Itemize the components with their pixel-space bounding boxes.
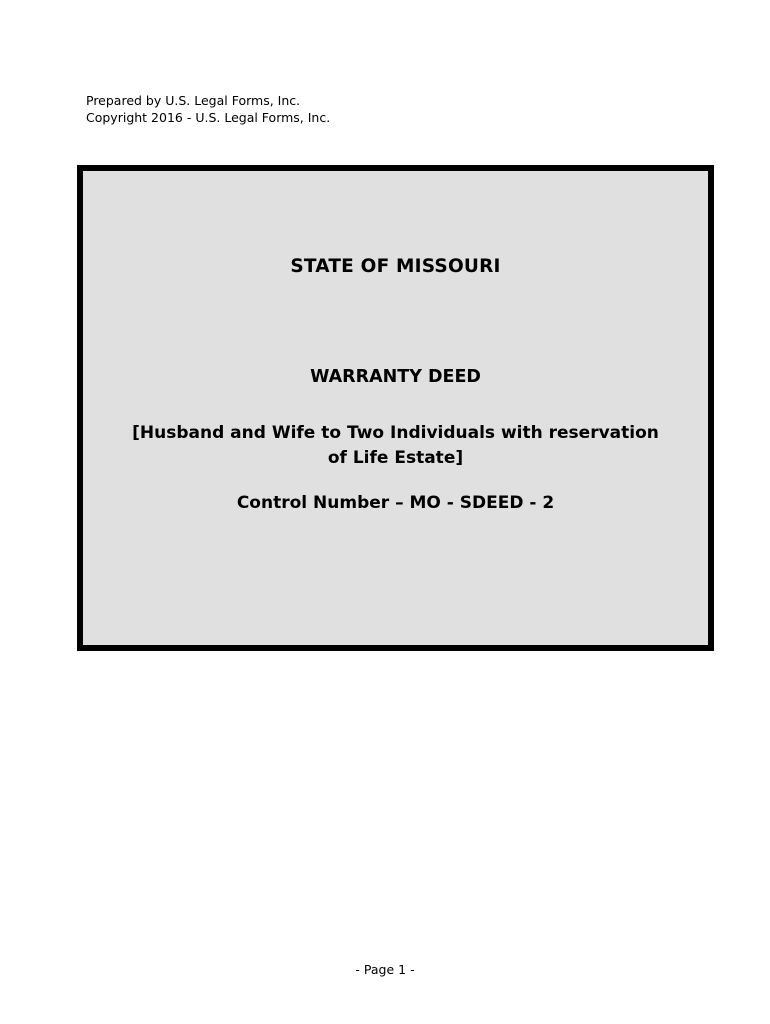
- copyright-line: Copyright 2016 - U.S. Legal Forms, Inc.: [86, 110, 331, 125]
- page-footer: - Page 1 -: [355, 962, 415, 977]
- control-number: Control Number – MO - SDEED - 2: [236, 493, 555, 513]
- title-box-content: [83, 171, 708, 645]
- prepared-by-block: [86, 92, 330, 126]
- title-box: [77, 165, 714, 651]
- state-heading: STATE OF MISSOURI: [290, 256, 501, 277]
- deed-subtitle: [Husband and Wife to Two Individuals with reservation of Life Estate]: [132, 423, 659, 468]
- deed-type-heading: WARRANTY DEED: [310, 367, 481, 387]
- prepared-by-line: Prepared by U.S. Legal Forms, Inc.: [86, 93, 301, 108]
